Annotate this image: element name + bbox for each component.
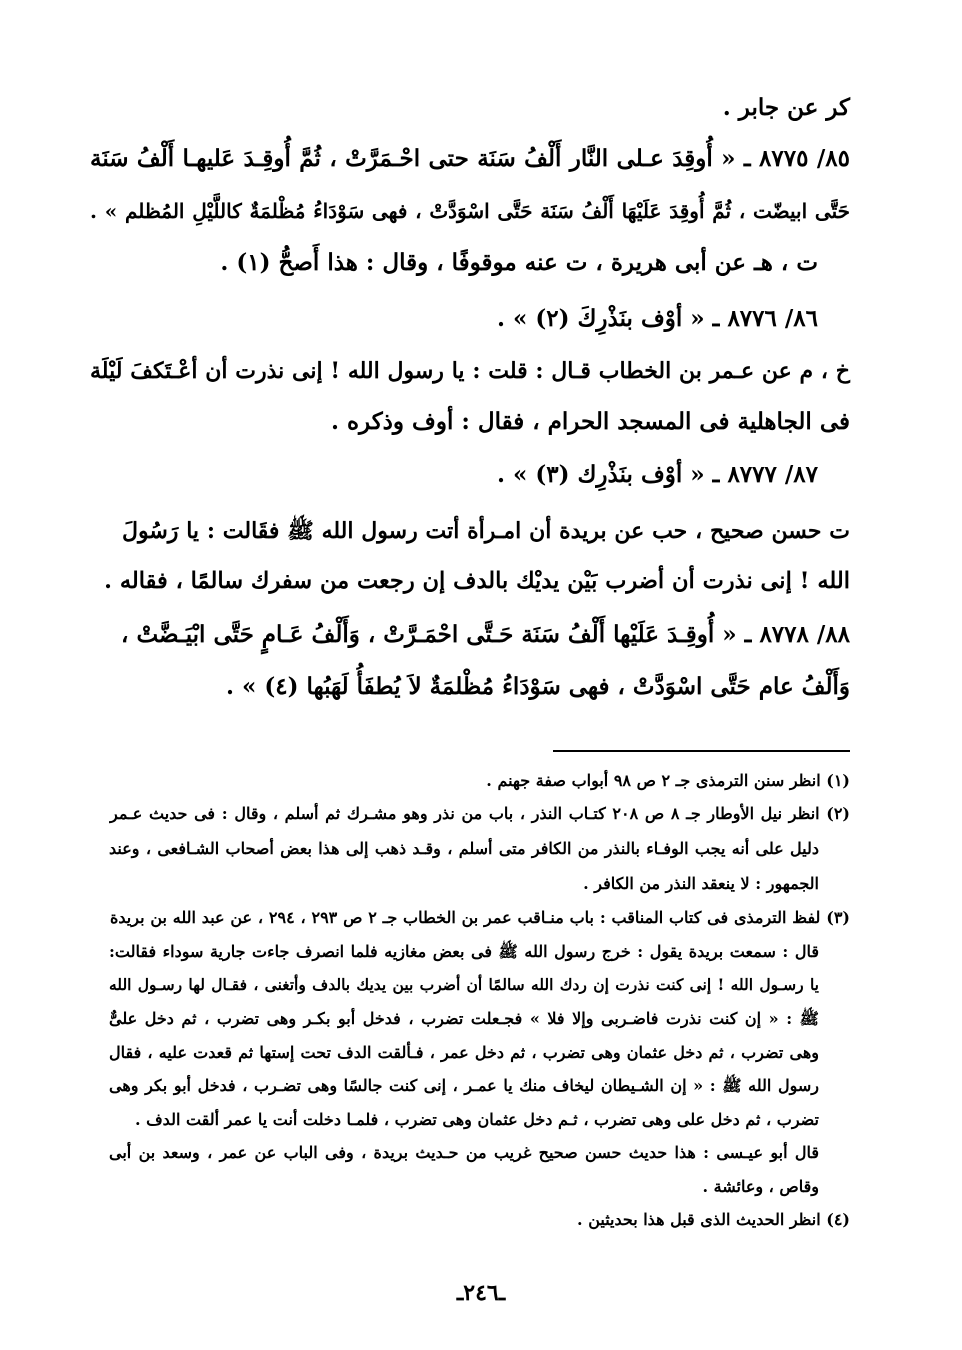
hadith-8778-line-1: ٨٨/ ٨٧٧٨ ـ « أُوقِـدَ عَلَيْها أَلْفُ سَنَة حَـتَّى احْمَـرَّتْ ، وَأَلْفُ عَـامٍ حَتَّى ابْيَـضَّتْ ، — [121, 621, 850, 648]
footnote-1: (١) انظر سنن الترمذى جـ ٢ ص ٩٨ أبواب صفة جهنم . — [486, 771, 850, 790]
footnote-2-line-3: الجمهور : لا ينعقد النذر من الكافر . — [583, 874, 819, 893]
page-number: ـ٢٤٦ـ — [456, 1280, 506, 1306]
footnote-3-line-8: قال أبو عيـسى : هذا حديث حسن صحيح غريب من حـديث بريدة ، وفى الباب عن عمر ، وسعد بن أبى — [109, 1143, 819, 1162]
hadith-8778-line-2: وَأَلْفُ عام حَتَّى اسْوَدَّتْ ، فهى سَوْدَاءُ مُظْلمَةٌ لاَ يُطفَأُ لَهَبُها (٤) » . — [225, 673, 850, 700]
footnote-2-line-2: دليل على أنه يجب الوفـاء بالنذر من الكافر متى أسلم ، وقـد ذهب إلى هذا بعض أصحاب الشـافعى ، وعند — [109, 839, 820, 858]
footnote-3-line-5: وهى تضرب ، ثم دخل عثمان وهى تضرب ، ثم دخل عمر ، فـألقت الدف تحت إستها ثم قعدت عليه ، فقال — [109, 1043, 820, 1062]
hadith-8775-line-1: ٨٥/ ٨٧٧٥ ـ « أُوقِدَ عـلى النَّار أَلْفُ سَنَة حتى احْـمَرَّتْ ، ثُمَّ أُوقِـدَ عَليهـا أَلْفُ سَنَة — [90, 145, 850, 172]
hadith-8777-source-line-1: ت حسن صحيح ، حب عن بريدة أن امـرأة أتت رسول الله ﷺ فقَالت : يا رَسُولَ — [122, 518, 850, 544]
footnote-3-line-6: رسول الله ﷺ : « إن الشـيطان ليخاف منك يا عمـر ، إنى كنت جالسًا وهى تضـرب ، فدخل أبو بكر وهى — [109, 1076, 819, 1095]
footnote-4: (٤) انظر الحديث الذى قبل هذا بحديثين . — [577, 1210, 850, 1229]
hadith-8777-source-line-2: الله ! إنى نذرت أن أضرب بَيْن يديْك بالدف إن رجعت من سفرك سالمًا ، فقاله . — [104, 568, 850, 594]
main-text-line-1: كر عن جابر . — [722, 94, 850, 121]
hadith-8777: ٨٧/ ٨٧٧٧ ـ « أوْف بنَذْرِك (٣) » . — [496, 461, 818, 488]
footnote-3-line-1: (٣) لفظ الترمذى فى كتاب المناقب : باب منـاقب عمر بن الخطاب جـ ٢ ص ٢٩٣ ، ٢٩٤ ، عن عبد الله بن بريدة — [110, 908, 850, 927]
hadith-8776-source-line-1: خ ، م عن عـمر بن الخطاب قـال : قلت : يا رسول الله ! إنى نذرت أن أعْـتَكفَ لَيْلَة — [90, 358, 850, 384]
hadith-8775-source: ت ، هـ عن أبى هريرة ، ت عنه موقوفًا ، وقال : هذا أَصحُّ (١) . — [220, 249, 818, 276]
hadith-8776: ٨٦/ ٨٧٧٦ ـ « أوْف بنَذْرِكَ (٢) » . — [496, 305, 818, 332]
footnote-2-line-1: (٢) انظر نيل الأوطار جـ ٨ ص ٢٠٨ كتـاب النذر ، باب من نذر وهو مشـرك ثم أسلم ، وقال : فى حديث عـمر — [110, 804, 850, 823]
footnote-3-line-4: ﷺ : « إن كنت نذرت فاضـربى وإلا فلا » فجـعلت تضرب ، فدخل أبو بكـر وهى تضرب ، ثم دخل علىٌّ — [109, 1009, 820, 1028]
footnote-3-line-2: قال : سمعت بريدة يقول : خرج رسول الله ﷺ فى بعض مغازيه فلما انصرف جاءت جارية سوداء فقالت: — [109, 942, 819, 961]
footnote-3-line-3: يا رسـول الله ! إنى كنت نذرت إن ردك الله سالمًا أن أضرب بين يديك بالدف وأتغنى ، فقـال لها رسـول الله — [109, 975, 819, 994]
hadith-8776-source-line-2: فى الجاهلية فى المسجد الحرام ، فقال : أوف وذكره . — [330, 408, 850, 435]
footnote-separator — [553, 750, 850, 752]
hadith-8775-line-2: حَتَّى ابيضّت ، ثُمَّ أُوقِدَ عَلَيْهَا أَلْفُ سَنَة حَتَّى اسْوَدَّتْ ، فهى سَوْدَاءُ مُظْلمَةٌ كاللَّيْلِ المُظلم » . — [90, 199, 850, 223]
footnote-3-line-7: تضرب ، ثم دخل على وهى تضرب ، ثـم دخل عثمان وهى تضرب ، فلمـا دخلت أنت يا عمر ألقت الدف . — [134, 1110, 819, 1129]
footnote-3-line-9: وقاص ، وعائشة . — [702, 1177, 819, 1196]
